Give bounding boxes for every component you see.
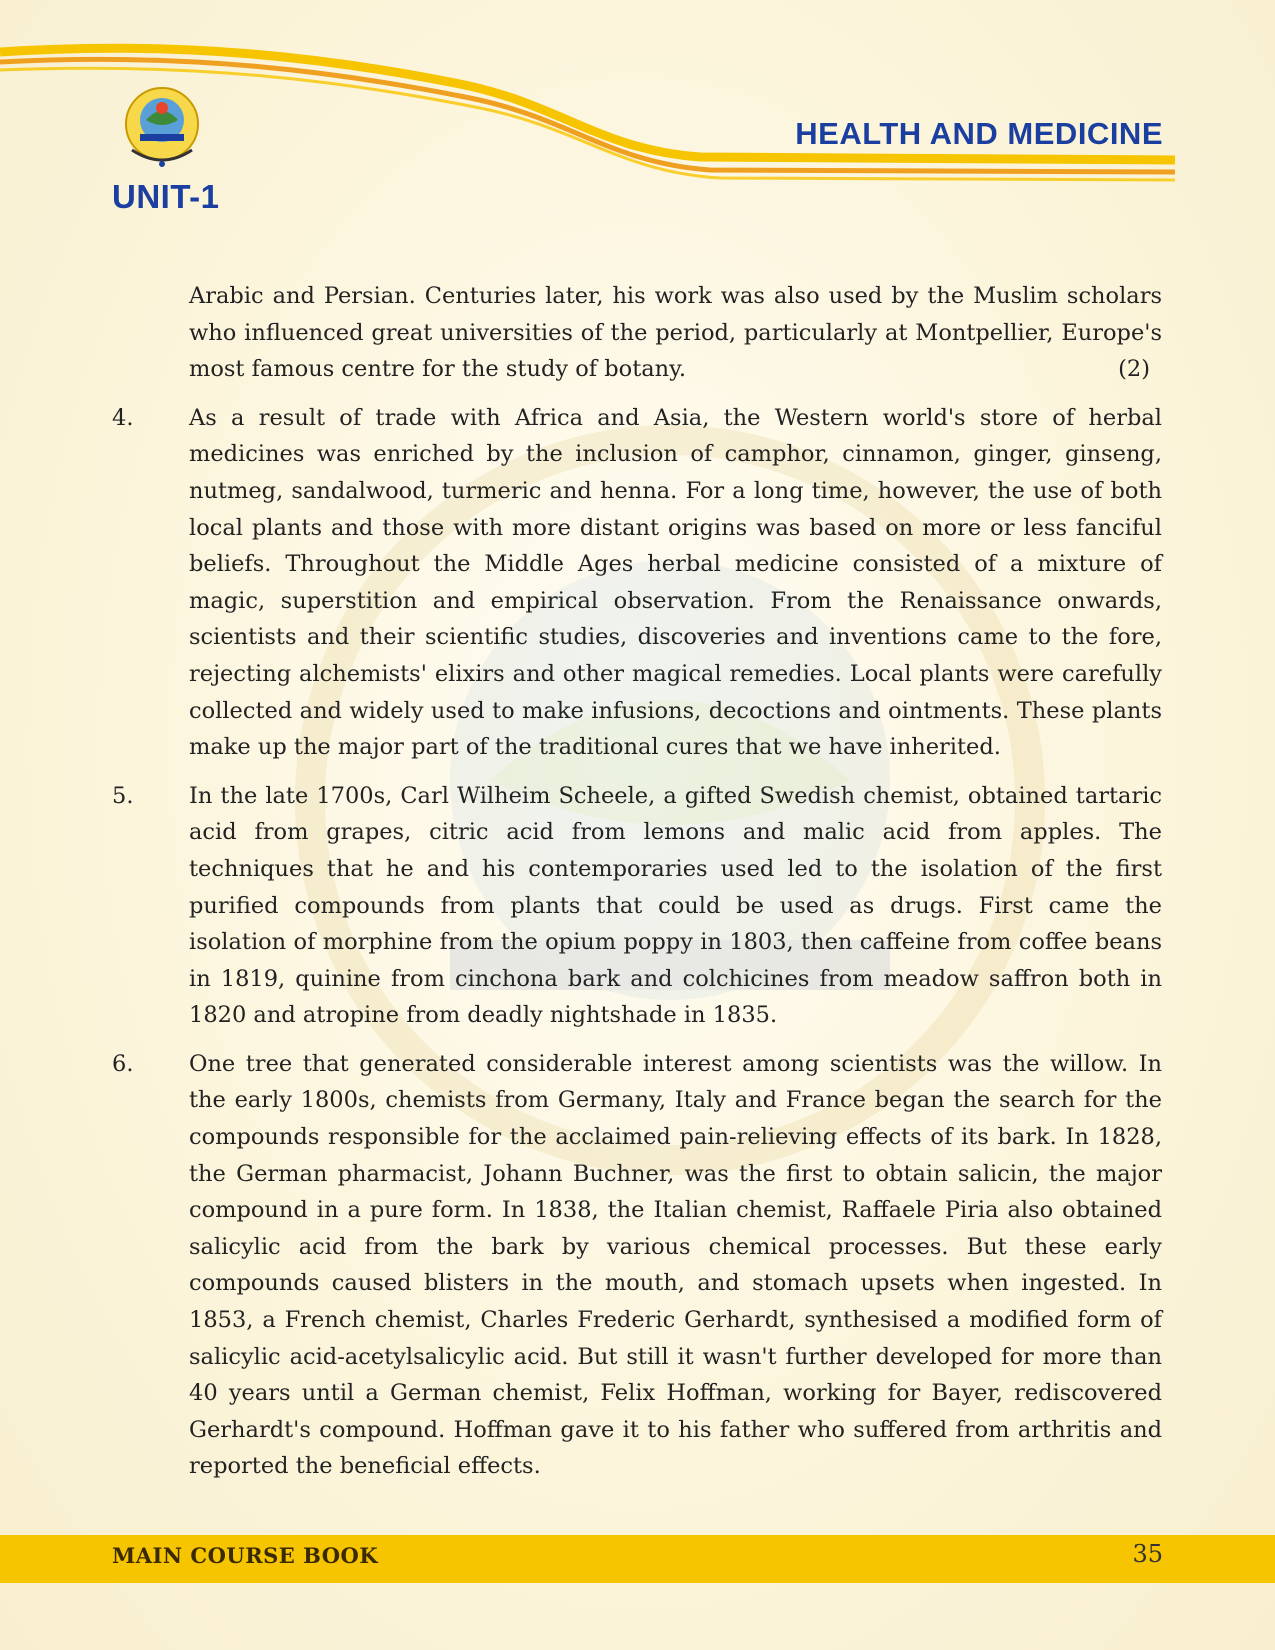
marks-label: (2) (1118, 356, 1150, 383)
footer-book-title: MAIN COURSE BOOK (112, 1543, 379, 1568)
unit-label: UNIT-1 (112, 178, 220, 215)
paragraph-body: Arabic and Persian. Centuries later, his work was also used by the Muslim scholars who influenced great universities of the period, particularly at Montpellier, Europe's most famous centre for the study of botany. (189, 283, 1162, 383)
paragraph-5 (112, 778, 1162, 1034)
page-number: 35 (1132, 1540, 1163, 1568)
school-emblem-icon (118, 78, 206, 178)
paragraph-4 (112, 400, 1162, 766)
paragraph-number (112, 278, 189, 388)
main-text (112, 278, 1162, 1497)
paragraph-number: 4. (112, 404, 134, 431)
paragraph-number: 6. (112, 1050, 134, 1077)
paragraph-number: 5. (112, 782, 134, 809)
chapter-title: HEALTH AND MEDICINE (795, 116, 1163, 151)
paragraph-text (189, 278, 1162, 388)
paragraph-6 (112, 1046, 1162, 1485)
paragraph-continued (112, 278, 1162, 388)
paragraph-text: As a result of trade with Africa and Asia, the Western world's store of herbal medicines was enriched by the inclusion of camphor, cinnamon, ginger, ginseng, nutmeg, sandalwood, turmeric and henna. For a long time, however, the use of both local plants and those with more distant origins was based on more or less fanciful beliefs. Throughout the Middle Ages herbal medicine consisted of a mixture of magic, superstition and empirical observation. From the Renaissance onwards, scientists and their scientific studies, discoveries and inventions came to the fore, rejecting alchemists' elixirs and other magical remedies. Local plants were carefully collected and widely used to make infusions, decoctions and ointments. These plants make up the major part of the traditional cures that we have inherited. (189, 404, 1162, 761)
paragraph-text: In the late 1700s, Carl Wilheim Scheele, a gifted Swedish chemist, obtained tartaric acid from grapes, citric acid from lemons and malic acid from apples. The techniques that he and his contemporaries used led to the isolation of the first purified compounds from plants that could be used as drugs. First came the isolation of morphine from the opium poppy in 1803, then caffeine from coffee beans in 1819, quinine from cinchona bark and colchicines from meadow saffron both in 1820 and atropine from deadly nightshade in 1835. (189, 782, 1162, 1029)
paragraph-text: One tree that generated considerable interest among scientists was the willow. In the early 1800s, chemists from Germany, Italy and France began the search for the compounds responsible for the acclaimed pain-relieving effects of its bark. In 1828, the German pharmacist, Johann Buchner, was the first to obtain salicin, the major compound in a pure form. In 1838, the Italian chemist, Raffaele Piria also obtained salicylic acid from the bark by various chemical processes. But these early compounds caused blisters in the mouth, and stomach upsets when ingested. In 1853, a French chemist, Charles Frederic Gerhardt, synthesised a modified form of salicylic acid-acetylsalicylic acid. But still it wasn't further developed for more than 40 years until a German chemist, Felix Hoffman, working for Bayer, rediscovered Gerhardt's compound. Hoffman gave it to his father who suffered from arthritis and reported the beneficial effects. (189, 1050, 1162, 1480)
